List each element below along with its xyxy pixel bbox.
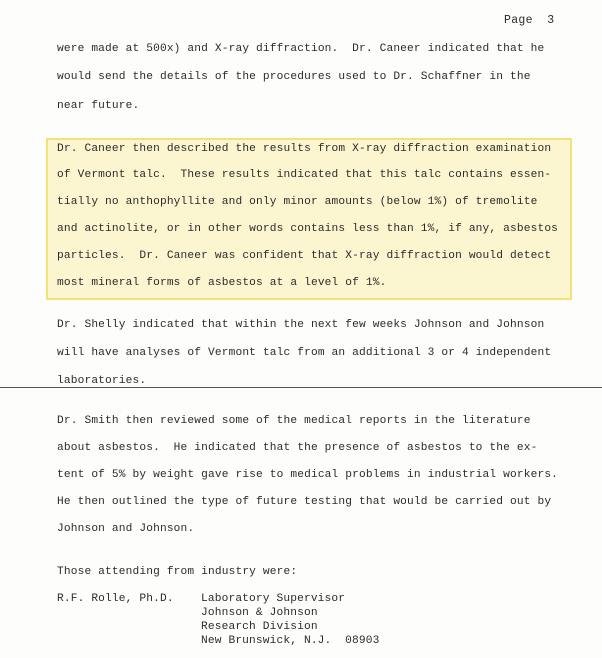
- attendees-heading: Those attending from industry were:: [57, 566, 298, 578]
- page-number: Page 3: [504, 14, 555, 27]
- attendee-division: Research Division: [201, 621, 318, 633]
- text-line: will have analyses of Vermont talc from an additional 3 or 4 independent: [57, 347, 552, 359]
- highlighted-text-line: tially no anthophyllite and only minor amounts (below 1%) of tremolite: [57, 196, 538, 208]
- attendee-name: R.F. Rolle, Ph.D.: [57, 593, 174, 605]
- highlighted-text-line: and actinolite, or in other words contains less than 1%, if any, asbestos: [57, 223, 559, 235]
- highlighted-text-line: most mineral forms of asbestos at a level of 1%.: [57, 277, 387, 289]
- text-line: would send the details of the procedures used to Dr. Schaffner in the: [57, 71, 531, 83]
- text-line: He then outlined the type of future testing that would be carried out by: [57, 496, 552, 508]
- highlighted-text-line: particles. Dr. Caneer was confident that X-ray diffraction would detect: [57, 250, 552, 262]
- text-line: tent of 5% by weight gave rise to medical problems in industrial workers.: [57, 469, 559, 481]
- attendee-address: New Brunswick, N.J. 08903: [201, 635, 380, 647]
- text-line: were made at 500x) and X-ray diffraction. Dr. Caneer indicated that he: [57, 43, 545, 55]
- text-line: laboratories.: [57, 375, 147, 387]
- attendee-title: Laboratory Supervisor: [201, 593, 346, 605]
- attendee-company: Johnson & Johnson: [201, 607, 318, 619]
- text-line: Dr. Smith then reviewed some of the medical reports in the literature: [57, 415, 531, 427]
- text-line: Johnson and Johnson.: [57, 523, 195, 535]
- highlighted-text-line: Dr. Caneer then described the results from X-ray diffraction examination: [57, 143, 552, 155]
- text-line: about asbestos. He indicated that the presence of asbestos to the ex-: [57, 442, 538, 454]
- page-divider: [0, 387, 602, 388]
- text-line: near future.: [57, 100, 140, 112]
- highlighted-text-line: of Vermont talc. These results indicated that this talc contains essen-: [57, 169, 552, 181]
- text-line: Dr. Shelly indicated that within the next few weeks Johnson and Johnson: [57, 319, 545, 331]
